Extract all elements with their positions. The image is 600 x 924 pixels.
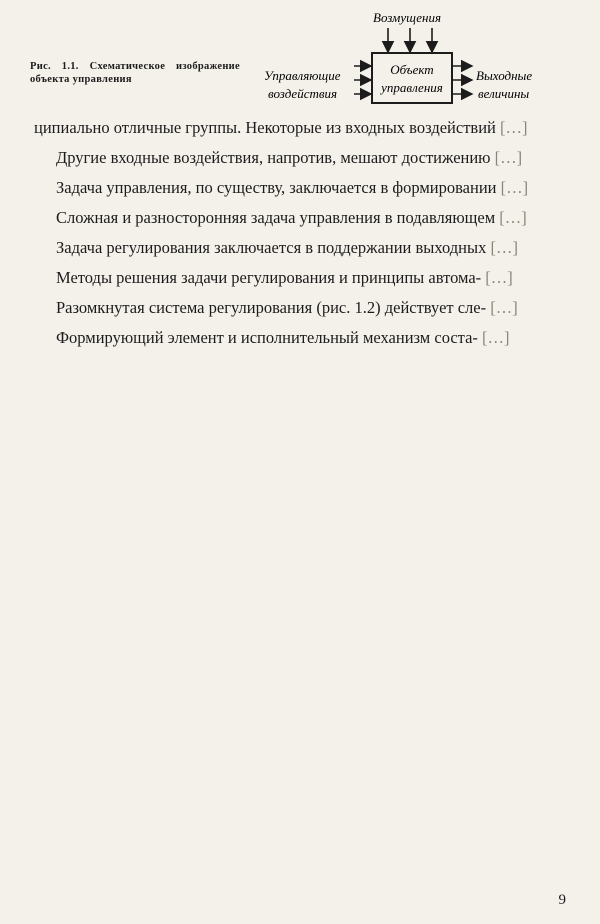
object-label-line1: Объект	[390, 62, 434, 77]
outputs-label-line1: Выходные	[476, 68, 533, 83]
paragraph-5: Задача регулирования заключается в поддержании выходных […]	[56, 238, 518, 257]
diagram-svg	[262, 8, 575, 116]
paragraph-7: Разомкнутая система регулирования (рис. 1.2) действует сле- […]	[56, 298, 518, 317]
figure-block	[30, 8, 575, 116]
control-object-diagram	[262, 8, 575, 116]
paragraph-1: ципиально отличные группы. Некоторые из входных воздействий […]	[34, 118, 528, 137]
body-text	[34, 118, 564, 358]
paragraph-4: Сложная и разносторонняя задача управления в подавляющем […]	[56, 208, 527, 227]
disturbances-label: Возмущения	[373, 10, 441, 25]
object-label-line2: управления	[381, 80, 443, 95]
control-inputs-label-line2: воздействия	[268, 86, 338, 101]
figure-caption: Рис. 1.1. Схематическое изображение объекта управления	[30, 61, 240, 85]
paragraph-6: Методы решения задачи регулирования и принципы автома- […]	[56, 268, 513, 287]
outputs-label-line2: величины	[478, 86, 530, 101]
paragraph-2: Другие входные воздействия, напротив, мешают достижению […]	[56, 148, 523, 167]
control-inputs-label-line1: Управляющие	[264, 68, 341, 83]
page-number: 9	[558, 892, 566, 908]
paragraph-3: Задача управления, по существу, заключается в формировании […]	[56, 178, 529, 197]
control-object-box	[372, 53, 452, 103]
paragraph-8: Формирующий элемент и исполнительный механизм соста- […]	[56, 328, 510, 347]
